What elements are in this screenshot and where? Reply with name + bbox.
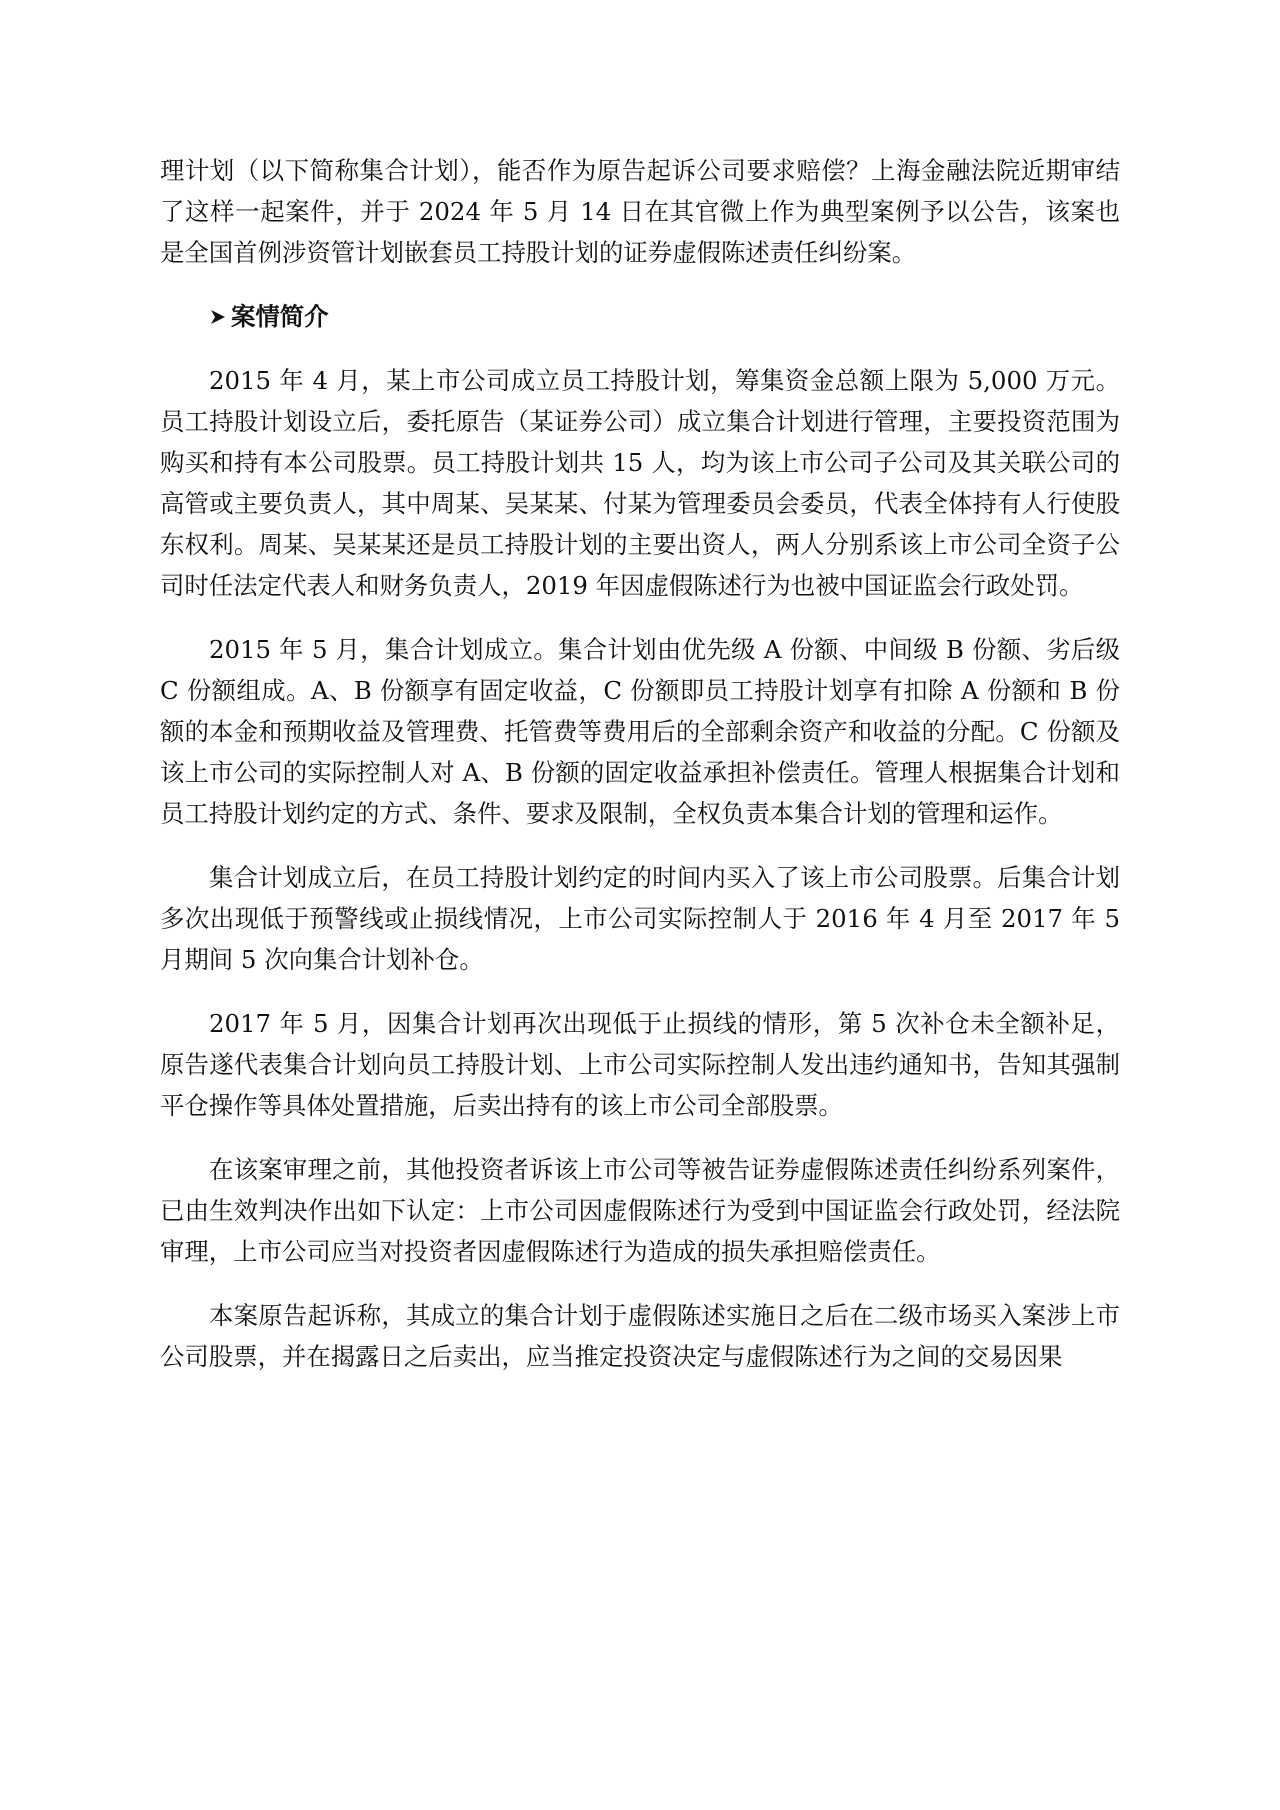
body-paragraph-3: 集合计划成立后，在员工持股计划约定的时间内买入了该上市公司股票。后集合计划多次出现低于预警线或止损线情况，上市公司实际控制人于 2016 年 4 月至 2017 年 5 月期间 5 次向集合计划补仓。 bbox=[160, 863, 1120, 974]
body-paragraph-2: 2015 年 5 月，集合计划成立。集合计划由优先级 A 份额、中间级 B 份额、劣后级 C 份额组成。A、B 份额享有固定收益，C 份额即员工持股计划享有扣除 A 份额和 B 份额的本金和预期收益及管理费、托管费等费用后的全部剩余资产和收益的分配。C 份额及该上市公司的实际控制人对 A、B 份额的固定收益承担补偿责任。管理人根据集合计划和员工持股计划约定的方式、条件、要求及限制，全权负责本集合计划的管理和运作。 bbox=[160, 635, 1120, 828]
body-paragraph-6: 本案原告起诉称，其成立的集合计划于虚假陈述实施日之后在二级市场买入案涉上市公司股票，并在揭露日之后卖出，应当推定投资决定与虚假陈述行为之间的交易因果 bbox=[160, 1301, 1120, 1371]
section-title: 案情简介 bbox=[231, 302, 329, 331]
section-heading bbox=[160, 296, 1120, 337]
body-paragraph-5: 在该案审理之前，其他投资者诉该上市公司等被告证券虚假陈述责任纠纷系列案件，已由生效判决作出如下认定：上市公司因虚假陈述行为受到中国证监会行政处罚，经法院审理，上市公司应当对投资者因虚假陈述行为造成的损失承担赔偿责任。 bbox=[160, 1155, 1120, 1266]
arrowhead-right-icon bbox=[209, 308, 227, 326]
body-paragraph-1: 2015 年 4 月，某上市公司成立员工持股计划，筹集资金总额上限为 5,000 万元。员工持股计划设立后，委托原告（某证券公司）成立集合计划进行管理，主要投资范围为购买和持有本公司股票。员工持股计划共 15 人，均为该上市公司子公司及其关联公司的高管或主要负责人，其中周某、吴某某、付某为管理委员会委员，代表全体持有人行使股东权利。周某、吴某某还是员工持股计划的主要出资人，两人分别系该上市公司全资子公司时任法定代表人和财务负责人，2019 年因虚假陈述行为也被中国证监会行政处罚。 bbox=[160, 366, 1120, 600]
document-body bbox=[160, 150, 1120, 1400]
intro-paragraph: 理计划（以下简称集合计划），能否作为原告起诉公司要求赔偿？上海金融法院近期审结了这样一起案件，并于 2024 年 5 月 14 日在其官微上作为典型案例予以公告，该案也是全国首例涉资管计划嵌套员工持股计划的证券虚假陈述责任纠纷案。 bbox=[160, 156, 1120, 267]
body-paragraph-4: 2017 年 5 月，因集合计划再次出现低于止损线的情形，第 5 次补仓未全额补足，原告遂代表集合计划向员工持股计划、上市公司实际控制人发出违约通知书，告知其强制平仓操作等具体处置措施，后卖出持有的该上市公司全部股票。 bbox=[160, 1009, 1120, 1120]
